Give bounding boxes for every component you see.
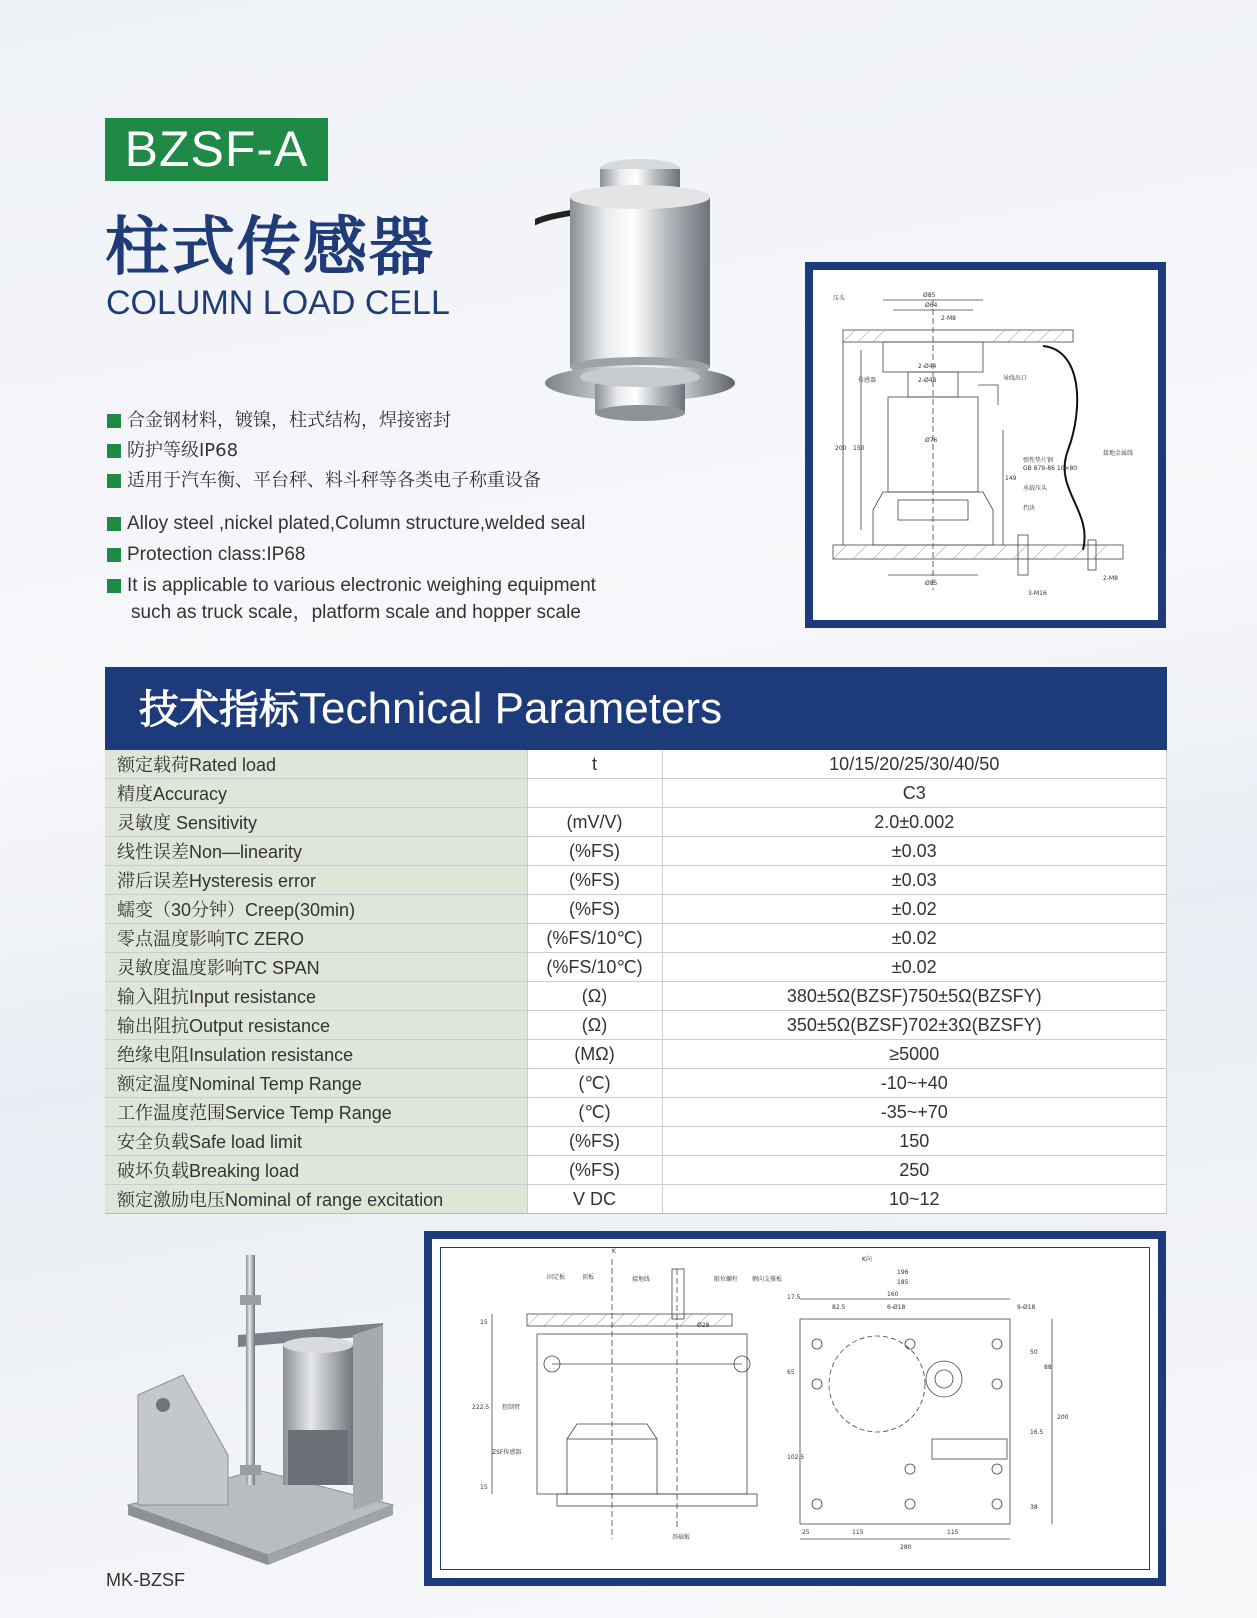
table-row xyxy=(105,808,1167,837)
param-name-cell: 精度Accuracy xyxy=(105,779,527,808)
param-value-cell: ≥5000 xyxy=(662,1040,1167,1069)
table-row xyxy=(105,1098,1167,1127)
dimension-drawing-load-cell xyxy=(805,262,1166,628)
param-unit-cell: (%FS) xyxy=(527,1156,662,1185)
param-name-cell: 绝缘电阻Insulation resistance xyxy=(105,1040,527,1069)
param-unit-cell: V DC xyxy=(527,1185,662,1214)
table-row xyxy=(105,779,1167,808)
feature-en-item: Alloy steel ,nickel plated,Column structure,welded seal xyxy=(107,512,667,536)
param-value-cell: 10/15/20/25/30/40/50 xyxy=(662,750,1167,779)
dim-label: 115 xyxy=(852,1529,864,1536)
dim-label: 196 xyxy=(897,1269,909,1276)
drawing1-svg xyxy=(813,270,1158,620)
parameters-table xyxy=(105,750,1167,1214)
label-stopper: 挡块 xyxy=(1023,505,1036,512)
param-value-cell: ±0.02 xyxy=(662,895,1167,924)
param-unit-cell: (Ω) xyxy=(527,1011,662,1040)
table-title-en: Technical Parameters xyxy=(299,684,723,733)
dim-label: 25 xyxy=(802,1529,810,1536)
param-value-cell: -35~+70 xyxy=(662,1098,1167,1127)
dim-label: Ø76 xyxy=(925,437,938,444)
label-ground-wire: 接地金属线 xyxy=(1103,450,1134,457)
drawing2-svg xyxy=(432,1239,1158,1578)
dimension-drawing-assembly xyxy=(424,1231,1166,1586)
param-value-cell: 150 xyxy=(662,1127,1167,1156)
dim-label: 88 xyxy=(1044,1364,1052,1371)
table-row xyxy=(105,750,1167,779)
label-spring-washer: 弹性垫片钢 xyxy=(1023,457,1054,464)
param-name-cell: 额定载荷Rated load xyxy=(105,750,527,779)
param-name-cell: 滞后误差Hysteresis error xyxy=(105,866,527,895)
label-k-view: K向 xyxy=(862,1256,872,1263)
bullet-square-icon xyxy=(107,474,121,488)
label-limit-screw: 限位螺杆 xyxy=(714,1276,739,1283)
dim-label: 2-Ø44 xyxy=(918,363,937,370)
table-row xyxy=(105,924,1167,953)
dim-label: 280 xyxy=(900,1544,912,1551)
table-row xyxy=(105,1156,1167,1185)
param-value-cell: ±0.03 xyxy=(662,837,1167,866)
dim-label: 115 xyxy=(947,1529,959,1536)
param-name-cell: 安全负载Safe load limit xyxy=(105,1127,527,1156)
feature-cn-item: 合金钢材料，镀镍，柱式结构，焊接密封 xyxy=(107,410,667,432)
table-row xyxy=(105,1185,1167,1214)
param-name-cell: 额定温度Nominal Temp Range xyxy=(105,1069,527,1098)
dim-label: 2-M8 xyxy=(1103,575,1118,582)
table-row xyxy=(105,866,1167,895)
dim-label: 6-Ø18 xyxy=(887,1304,906,1311)
bullet-square-icon xyxy=(107,414,121,428)
dim-label: 65 xyxy=(787,1369,795,1376)
param-value-cell: 380±5Ω(BZSF)750±5Ω(BZSFY) xyxy=(662,982,1167,1011)
label-cable-exit: 导线出口 xyxy=(1003,375,1028,382)
param-unit-cell: t xyxy=(527,750,662,779)
dim-label: 3-M16 xyxy=(1028,590,1047,597)
table-header xyxy=(105,667,1167,750)
dim-label: 2-M8 xyxy=(941,315,956,322)
table-row xyxy=(105,1011,1167,1040)
label-bearing-head: 承载压头 xyxy=(1023,485,1048,492)
label-press-head: 压头 xyxy=(833,295,846,302)
label-base-plate: 基础板 xyxy=(672,1534,691,1541)
dim-label: 149 xyxy=(1005,475,1017,482)
dim-label: 2-Ø48 xyxy=(918,377,937,384)
param-name-cell: 工作温度范围Service Temp Range xyxy=(105,1098,527,1127)
label-k-arrow: K xyxy=(612,1248,616,1255)
param-unit-cell: (MΩ) xyxy=(527,1040,662,1069)
model-badge: BZSF-A xyxy=(105,118,328,181)
param-unit-cell: (℃) xyxy=(527,1098,662,1127)
dim-label: 150 xyxy=(853,445,865,452)
param-value-cell: 350±5Ω(BZSF)702±3Ω(BZSFY) xyxy=(662,1011,1167,1040)
param-value-cell: -10~+40 xyxy=(662,1069,1167,1098)
label-top-plate: 顶板 xyxy=(582,1274,595,1281)
param-name-cell: 输出阻抗Output resistance xyxy=(105,1011,527,1040)
table-title-cn: 技术指标 xyxy=(139,687,299,733)
param-name-cell: 输入阻抗Input resistance xyxy=(105,982,527,1011)
table-row xyxy=(105,953,1167,982)
bullet-square-icon xyxy=(107,444,121,458)
dim-label: 222.5 xyxy=(472,1404,490,1411)
param-value-cell: 2.0±0.002 xyxy=(662,808,1167,837)
param-name-cell: 灵敏度 Sensitivity xyxy=(105,808,527,837)
feature-cn-item: 适用于汽车衡、平台秤、料斗秤等各类电子称重设备 xyxy=(107,470,667,492)
dim-label: Ø64 xyxy=(925,302,938,309)
bullet-square-icon xyxy=(107,548,121,562)
dim-label: 200 xyxy=(835,445,847,452)
param-unit-cell: (%FS) xyxy=(527,837,662,866)
table-row xyxy=(105,895,1167,924)
param-value-cell: ±0.02 xyxy=(662,953,1167,982)
param-unit-cell: (℃) xyxy=(527,1069,662,1098)
dim-label: 9-Ø18 xyxy=(1017,1304,1036,1311)
label-ground-wire: 接地线 xyxy=(632,1276,651,1283)
dim-label: 15 xyxy=(480,1319,488,1326)
label-standard: GB 879-86 10×80 xyxy=(1023,465,1078,472)
table-row xyxy=(105,1127,1167,1156)
param-name-cell: 破坏负载Breaking load xyxy=(105,1156,527,1185)
dim-label: 102.5 xyxy=(787,1454,805,1461)
label-sensor: 传感器 xyxy=(858,377,877,384)
features-cn-list xyxy=(107,410,667,500)
label-zsf-sensor: ZSF传感器 xyxy=(492,1449,522,1456)
feature-cn-item: 防护等级IP68 xyxy=(107,440,667,462)
dim-label: 50 xyxy=(1030,1349,1038,1356)
feature-en-continuation: such as truck scale，platform scale and hopper scale xyxy=(131,602,581,623)
param-name-cell: 线性误差Non—linearity xyxy=(105,837,527,866)
dim-label: 17.5 xyxy=(787,1294,801,1301)
param-value-cell: C3 xyxy=(662,779,1167,808)
dim-label: 15 xyxy=(480,1484,488,1491)
feature-en-item: It is applicable to various electronic weighing equipment xyxy=(107,574,667,598)
dim-label: 185 xyxy=(897,1279,909,1286)
load-cell-product-image xyxy=(535,155,745,445)
bullet-square-icon xyxy=(107,579,121,593)
param-value-cell: ±0.02 xyxy=(662,924,1167,953)
param-name-cell: 灵敏度温度影响TC SPAN xyxy=(105,953,527,982)
param-name-cell: 蠕变（30分钟）Creep(30min) xyxy=(105,895,527,924)
mounting-assembly-image xyxy=(118,1255,398,1565)
label-control-arm: 控制臂 xyxy=(502,1404,521,1411)
dim-label: Ø85 xyxy=(923,292,936,299)
table-row xyxy=(105,1040,1167,1069)
dim-label: Ø28 xyxy=(697,1322,710,1329)
param-unit-cell: (%FS) xyxy=(527,866,662,895)
param-name-cell: 零点温度影响TC ZERO xyxy=(105,924,527,953)
title-cn: 柱式传感器 xyxy=(105,211,435,285)
label-fixed-plate: 固定板 xyxy=(547,1274,566,1281)
bullet-square-icon xyxy=(107,517,121,531)
param-unit-cell: (Ω) xyxy=(527,982,662,1011)
dim-label: 160 xyxy=(887,1291,899,1298)
feature-en-item: Protection class:IP68 xyxy=(107,543,667,567)
dim-label: 38 xyxy=(1030,1504,1038,1511)
title-en: COLUMN LOAD CELL xyxy=(106,284,450,322)
param-unit-cell xyxy=(527,779,662,808)
features-en-list xyxy=(107,512,667,625)
dim-label: 82.5 xyxy=(832,1304,846,1311)
table-row xyxy=(105,837,1167,866)
table-row xyxy=(105,1069,1167,1098)
label-side-support-plate: 侧向支撑板 xyxy=(752,1276,783,1283)
param-unit-cell: (mV/V) xyxy=(527,808,662,837)
assembly-caption: MK-BZSF xyxy=(106,1570,185,1590)
param-value-cell: ±0.03 xyxy=(662,866,1167,895)
dim-label: 200 xyxy=(1057,1414,1069,1421)
param-value-cell: 250 xyxy=(662,1156,1167,1185)
param-name-cell: 额定激励电压Nominal of range excitation xyxy=(105,1185,527,1214)
param-value-cell: 10~12 xyxy=(662,1185,1167,1214)
param-unit-cell: (%FS/10℃) xyxy=(527,953,662,982)
dim-label: Ø85 xyxy=(925,580,938,587)
param-unit-cell: (%FS) xyxy=(527,895,662,924)
table-row xyxy=(105,982,1167,1011)
dim-label: 16.5 xyxy=(1030,1429,1044,1436)
param-unit-cell: (%FS/10℃) xyxy=(527,924,662,953)
param-unit-cell: (%FS) xyxy=(527,1127,662,1156)
